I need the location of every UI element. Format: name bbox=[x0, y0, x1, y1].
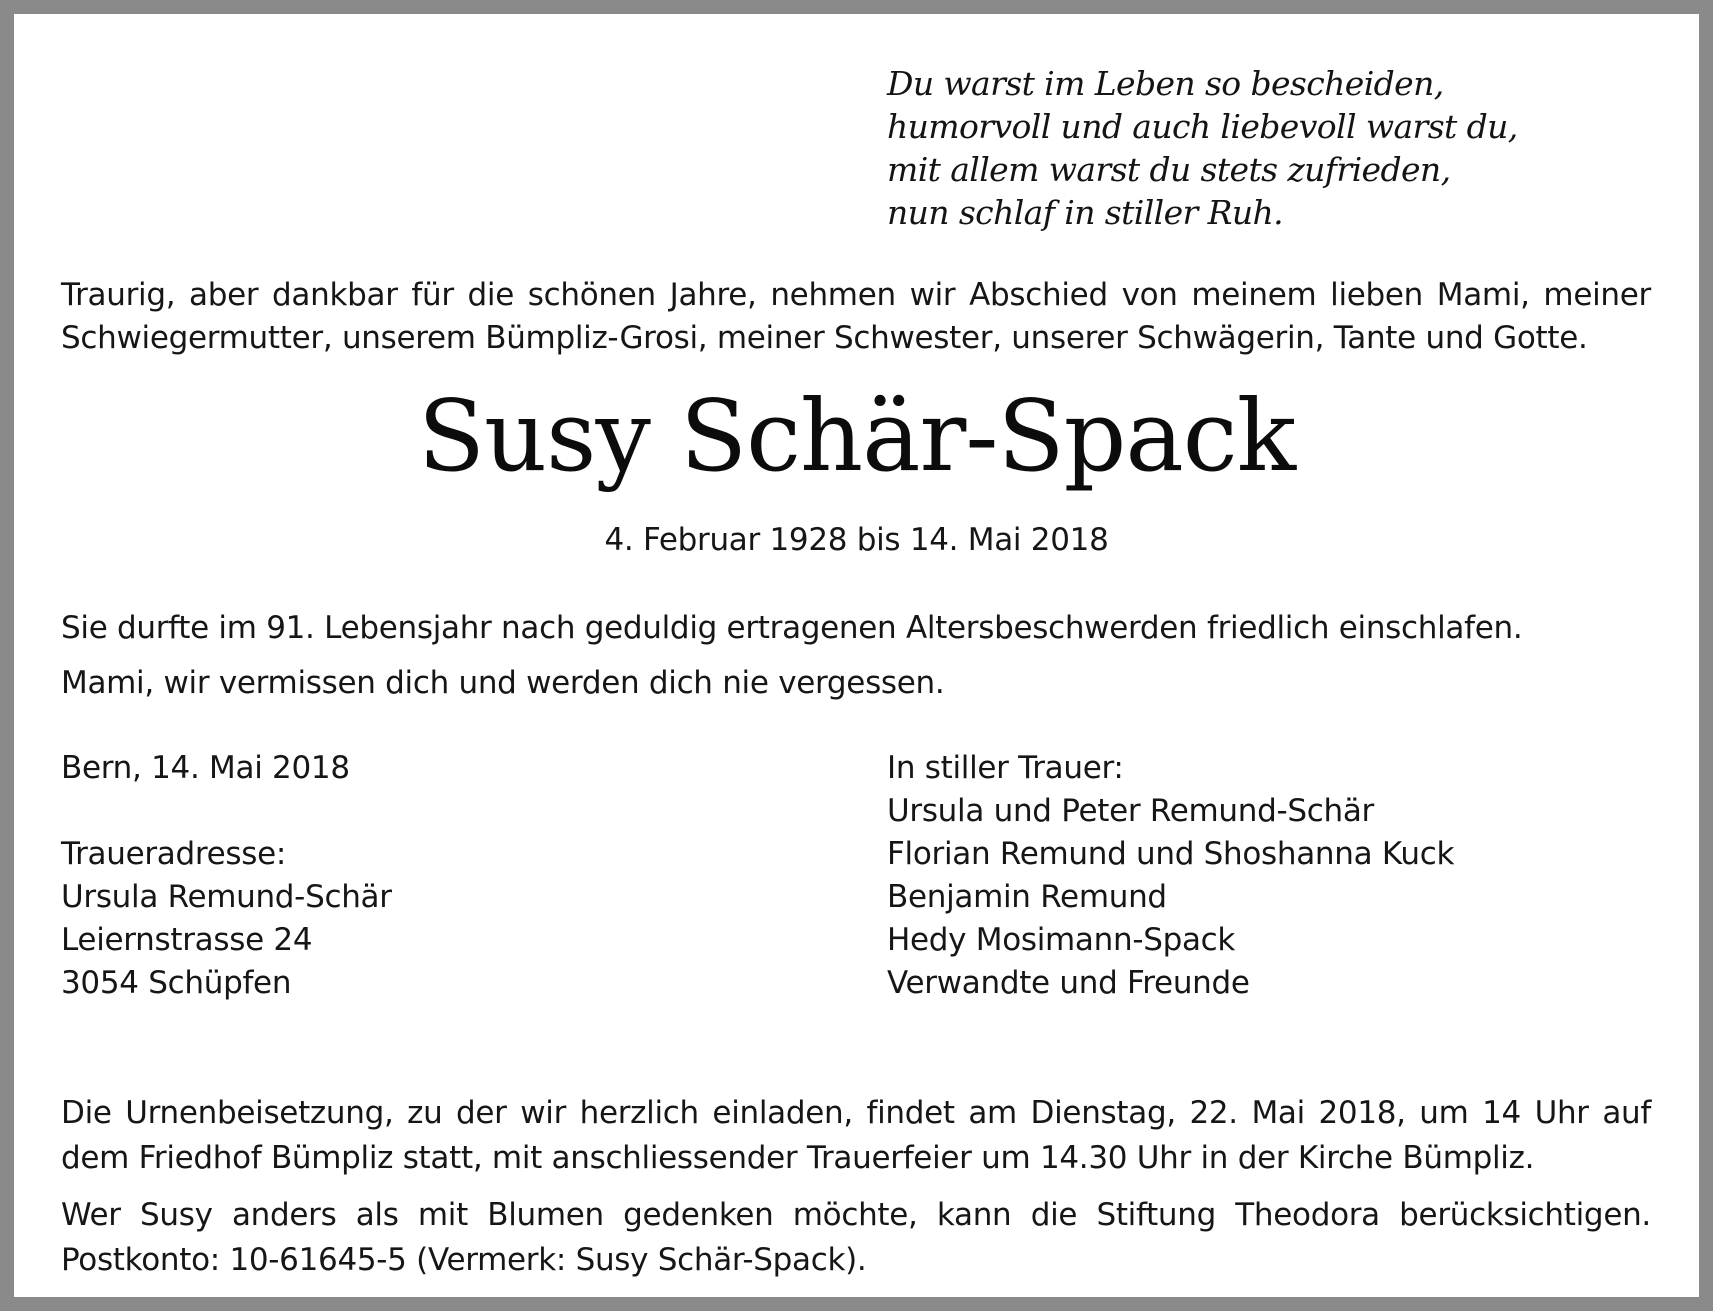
passing-statement: Sie durfte im 91. Lebensjahr nach geduldig ertragenen Altersbeschwerden friedlich einschlafen. bbox=[61, 610, 1523, 646]
mourner-name: Ursula und Peter Remund-Schär bbox=[887, 793, 1374, 829]
ceremony-paragraph: Die Urnenbeisetzung, zu der wir herzlich einladen, findet am Dienstag, 22. Mai 2018, um 14 Uhr auf dem Friedhof Bümpliz statt, mit anschliessender Trauerfeier um 14.30 Uhr in der Kirche Bümpliz. bbox=[61, 1095, 1651, 1176]
poem-line: nun schlaf in stiller Ruh. bbox=[887, 193, 1284, 232]
poem-line: humorvoll und auch liebevoll warst du, bbox=[887, 107, 1518, 146]
mourner-name: Verwandte und Freunde bbox=[887, 965, 1250, 1001]
mourner-name: Benjamin Remund bbox=[887, 879, 1167, 915]
mourner-name: Florian Remund und Shoshanna Kuck bbox=[887, 836, 1455, 872]
life-dates: 4. Februar 1928 bis 14. Mai 2018 bbox=[604, 522, 1109, 558]
poem-line: Du warst im Leben so bescheiden, bbox=[887, 64, 1444, 103]
spacer bbox=[61, 790, 392, 833]
place-date: Bern, 14. Mai 2018 bbox=[61, 750, 350, 786]
mourners-label: In stiller Trauer: bbox=[887, 750, 1124, 786]
mourners bbox=[887, 747, 1454, 1005]
remembrance-statement: Mami, wir vermissen dich und werden dich nie vergessen. bbox=[61, 665, 945, 701]
address-name: Ursula Remund-Schär bbox=[61, 879, 392, 915]
obituary-page bbox=[14, 14, 1699, 1297]
address-label: Traueradresse: bbox=[61, 836, 287, 872]
place-and-address bbox=[61, 747, 392, 1005]
poem-line: mit allem warst du stets zufrieden, bbox=[887, 150, 1451, 189]
mourner-name: Hedy Mosimann-Spack bbox=[887, 922, 1236, 958]
deceased-name: Susy Schär-Spack bbox=[417, 380, 1296, 494]
obituary-content bbox=[14, 14, 1699, 1297]
address-street: Leiernstrasse 24 bbox=[61, 922, 313, 958]
address-city: 3054 Schüpfen bbox=[61, 965, 292, 1001]
poem bbox=[887, 62, 1518, 234]
intro-paragraph: Traurig, aber dankbar für die schönen Jahre, nehmen wir Abschied von meinem lieben Mami, meiner Schwiegermutter, unserem Bümpliz-Grosi, meiner Schwester, unserer Schwägerin, Tante und Gotte. bbox=[61, 277, 1651, 356]
donation-paragraph: Wer Susy anders als mit Blumen gedenken möchte, kann die Stiftung Theodora berücksichtigen. Postkonto: 10-61645-5 (Vermerk: Susy Schär-Spack). bbox=[61, 1197, 1651, 1278]
